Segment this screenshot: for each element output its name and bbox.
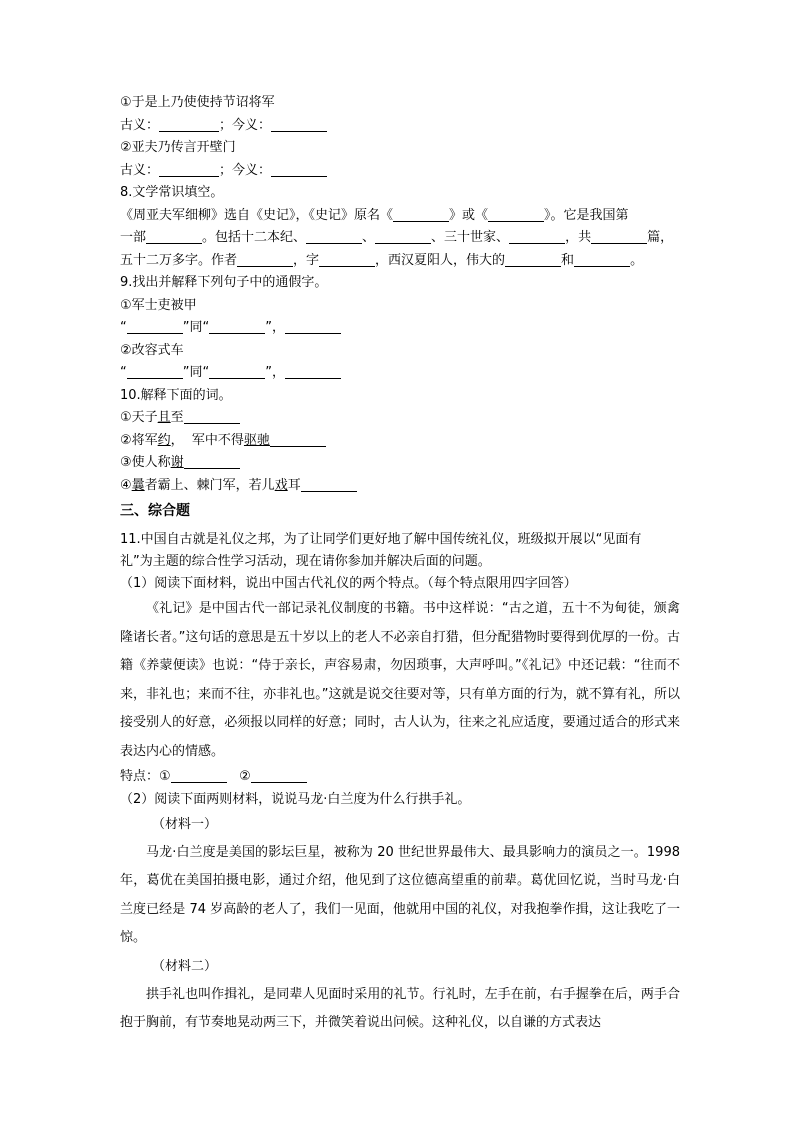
blank[interactable] (488, 207, 544, 222)
document-page (120, 92, 680, 1038)
blank[interactable] (184, 454, 240, 469)
blank[interactable] (505, 252, 561, 267)
material-1-text: 马龙·白兰度是美国的影坛巨星，被称为 20 世纪世界最伟大、最具影响力的演员之一。1998 年，葛优在美国拍摄电影，通过介绍，他见到了这位德高望重的前辈。葛优回忆说，当时马龙·白兰度已经是 74 岁高龄的老人了，我们一见面，他就用中国的礼仪，对我抱拳作揖，这让我吃了一惊。 (120, 844, 680, 945)
q9-sentence-2: ②改容式车 (120, 342, 184, 358)
features-answer: 特点：① ② (120, 766, 680, 789)
blank[interactable] (184, 409, 240, 424)
q11-sub2: （2）阅读下面两则材料，说说马龙·白兰度为什么行拱手礼。 (120, 791, 471, 807)
q7-sentence-2: ②亚夫乃传言开壁门 (120, 140, 236, 155)
q8-line-3: 五十二万多字。作者 ，字 ，西汉夏阳人，伟大的 和 。 (120, 252, 644, 268)
q7-answer-line-2: 古义： ；今义： (120, 160, 680, 183)
q8-line-1: 《周亚夫军细柳》选自《史记》，《史记》原名《 》或《 》。它是我国第 (120, 207, 629, 223)
q9-sentence-1: ①军士吏被甲 (120, 297, 197, 313)
blank[interactable] (393, 207, 449, 222)
blank[interactable] (159, 162, 219, 177)
q11-prompt: 11.中国自古就是礼仪之邦，为了让同学们更好地了解中国传统礼仪，班级拟开展以“见面有 礼”为主题的综合性学习活动，现在请你参加并解决后面的问题。 (120, 532, 642, 569)
q11-sub1: （1）阅读下面材料，说出中国古代礼仪的两个特点。（每个特点限用四字回答） (120, 576, 577, 591)
material-liji: 《礼记》是中国古代一部记录礼仪制度的书籍。书中这样说：“古之道，五十不为甸徒，颁禽隆诸长者。”这句话的意思是五十岁以上的老人不必亲自打猎，但分配猎物时要得到优厚的一份。古籍《养蒙便读》也说：“侍于亲长，声容易肃，勿因琐事，大声呼叫。”《礼记》中还记载：“往而不来，非礼也；来而不往，亦非礼也。”这就是说交往要对等，只有单方面的行为，就不算有礼，所以接受别人的好意，必须报以同样的好意；同时，古人认为，往来之礼应适度，要通过适合的形式来表达内心的情感。 (120, 601, 680, 759)
blank[interactable] (209, 364, 265, 379)
q10-item-4: ④曩者霸上、棘门军，若儿戏耳 (120, 475, 680, 498)
q10-item-1: ①天子且至 (120, 407, 680, 430)
material-1-label: （材料一） (152, 816, 218, 832)
blank[interactable] (127, 364, 183, 379)
blank[interactable] (285, 364, 341, 379)
blank[interactable] (319, 252, 375, 267)
blank[interactable] (171, 768, 227, 783)
blank[interactable] (251, 768, 307, 783)
q7-answer-line-1: 古义： ；今义： (120, 115, 680, 138)
blank[interactable] (574, 252, 630, 267)
blank[interactable] (127, 319, 183, 334)
material-2-text: 拱手礼也叫作揖礼，是同辈人见面时采用的礼节。行礼时，左手在前，右手握拳在后，两手合抱于胸前，有节奏地晃动两三下，并微笑着说出问候。这种礼仪，以自谦的方式表达 (120, 986, 680, 1030)
blank[interactable] (301, 477, 357, 492)
blank[interactable] (271, 162, 327, 177)
blank[interactable] (375, 229, 431, 244)
blank[interactable] (270, 432, 326, 447)
blank[interactable] (271, 117, 327, 132)
blank[interactable] (591, 229, 647, 244)
blank[interactable] (209, 319, 265, 334)
material-2-label: （材料二） (152, 958, 218, 974)
blank[interactable] (237, 252, 293, 267)
q10-title: 10.解释下面的词。 (120, 387, 232, 403)
q9-answer-1: “ ”同“ ”， (120, 317, 680, 340)
q9-title: 9.找出并解释下列句子中的通假字。 (120, 275, 328, 290)
q10-item-3: ③使人称谢 (120, 452, 680, 475)
section-heading: 三、综合题 (120, 503, 190, 519)
q9-answer-2: “ ”同“ ”， (120, 362, 680, 385)
q8-line-2: 一部 。包括十二本纪、 、 、三十世家、 ，共 篇， (120, 230, 674, 245)
blank[interactable] (146, 229, 202, 244)
blank[interactable] (509, 229, 565, 244)
q10-item-2: ②将军约， 军中不得驱驰 (120, 430, 680, 453)
q8-title: 8.文学常识填空。 (120, 185, 224, 200)
blank[interactable] (306, 229, 362, 244)
blank[interactable] (285, 319, 341, 334)
blank[interactable] (159, 117, 219, 132)
q7-sentence-1: ①于是上乃使使持节诏将军 (120, 95, 275, 110)
